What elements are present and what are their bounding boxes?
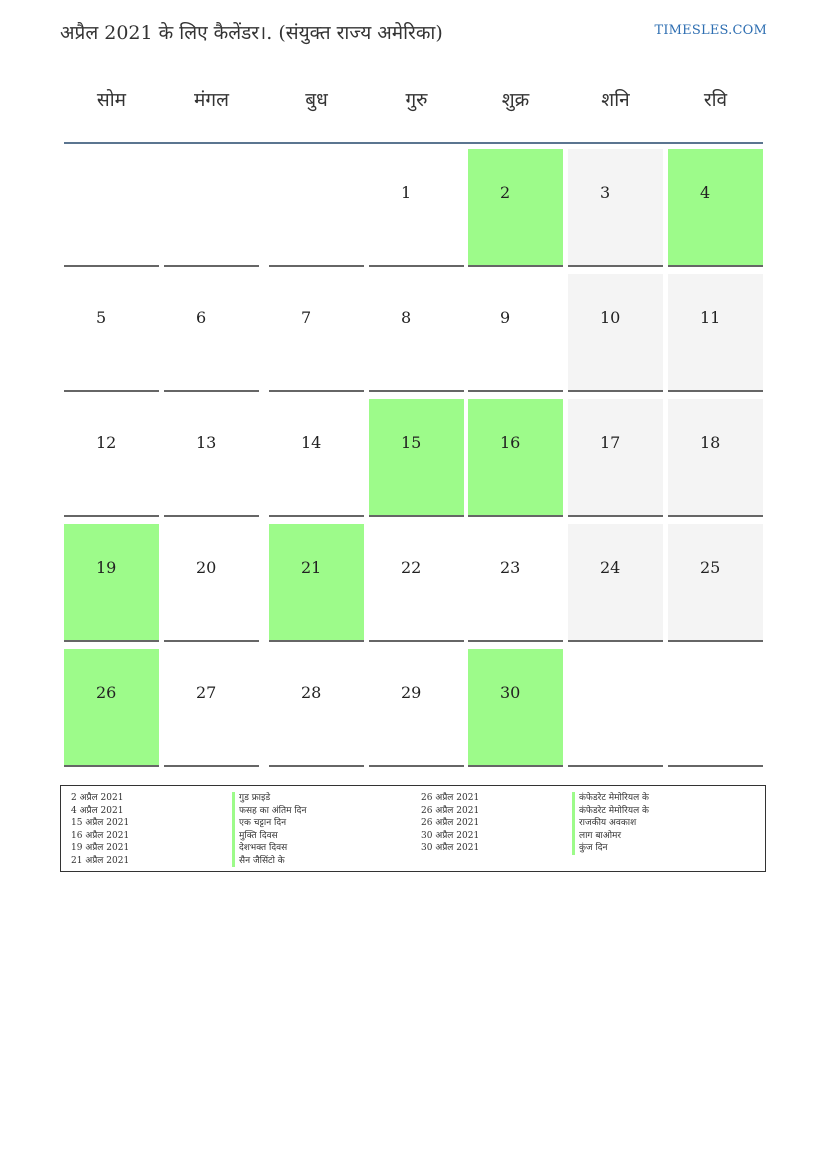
day-cell-weekend[interactable] [568,149,663,267]
legend-date: 16 अप्रैल 2021 [71,830,130,841]
day-cell-weekend[interactable] [568,399,663,517]
day-cell[interactable] [64,274,159,392]
day-number: 15 [401,433,422,452]
legend-date: 26 अप्रैल 2021 [421,805,480,816]
legend-holiday: मुक्ति दिवस [232,830,306,843]
legend-dates-left [71,792,129,867]
day-number: 19 [96,558,117,577]
legend-dates-right [421,792,479,855]
day-cell-holiday[interactable] [468,399,563,517]
weekday-mon: सोम [96,89,127,111]
calendar-grid [64,149,763,770]
legend-holiday: देशभक्त दिवस [232,842,306,855]
day-cell-weekend[interactable] [568,524,663,642]
day-number: 14 [301,433,322,452]
legend-date: 2 अप्रैल 2021 [71,793,124,803]
day-cell[interactable] [64,399,159,517]
day-number: 12 [96,433,117,452]
day-number: 25 [700,558,721,577]
day-number: 11 [700,308,721,327]
day-cell-holiday[interactable] [468,149,563,267]
weekday-wed: बुध [305,89,328,111]
day-number: 3 [600,183,611,202]
day-cell[interactable] [369,524,464,642]
day-cell[interactable] [164,274,259,392]
legend-holiday: कुंज दिन [572,842,649,855]
legend-holiday: कंफेडरेट मेमोरियल के [572,805,649,818]
legend-holiday: गुड फ्राइडे [232,792,306,805]
site-link[interactable]: TIMESLES.COM [654,23,767,38]
day-number: 22 [401,558,422,577]
day-number: 21 [301,558,322,577]
day-number: 20 [196,558,217,577]
day-number: 18 [700,433,721,452]
day-number: 5 [96,308,107,327]
day-number: 8 [401,308,412,327]
day-number: 29 [401,683,422,702]
day-cell[interactable] [164,399,259,517]
day-number: 9 [500,308,511,327]
day-cell[interactable] [369,149,464,267]
day-cell [269,149,364,267]
legend-date: 15 अप्रैल 2021 [71,818,130,828]
day-cell-weekend[interactable] [668,399,763,517]
weekday-thu: गुरु [405,89,428,111]
legend-date: 26 अप्रैल 2021 [421,793,480,803]
legend-date: 26 अप्रैल 2021 [421,818,480,828]
header-divider [64,142,763,144]
day-cell[interactable] [369,274,464,392]
weekday-header [64,86,763,120]
day-cell [668,649,763,767]
day-number: 16 [500,433,521,452]
weekday-sat: शनि [601,89,630,111]
day-number: 23 [500,558,521,577]
legend-date: 30 अप्रैल 2021 [421,843,480,853]
day-cell-weekend[interactable] [568,274,663,392]
day-cell-holiday[interactable] [64,649,159,767]
legend-holiday: कंफेडरेट मेमोरियल के [572,792,649,805]
weekday-tue: मंगल [194,89,229,111]
page-title: अप्रैल 2021 के लिए कैलेंडर।. (संयुक्त राज्य अमेरिका) [60,22,443,44]
day-cell[interactable] [468,524,563,642]
day-cell[interactable] [269,399,364,517]
day-cell[interactable] [269,274,364,392]
day-number: 2 [500,183,511,202]
day-number: 30 [500,683,521,702]
legend-holiday: लाग बाओमर [572,830,649,843]
day-cell [164,149,259,267]
day-cell[interactable] [164,524,259,642]
day-number: 28 [301,683,322,702]
legend-names-right [572,792,649,855]
legend-names-left [232,792,306,867]
weekday-fri: शुक्र [501,89,530,111]
day-cell[interactable] [369,649,464,767]
day-number: 24 [600,558,621,577]
day-cell-holiday[interactable] [64,524,159,642]
day-number: 6 [196,308,207,327]
legend-holiday: फसह का अंतिम दिन [232,805,306,818]
day-cell-weekend[interactable] [668,274,763,392]
day-cell-weekend[interactable] [668,524,763,642]
day-cell[interactable] [468,274,563,392]
day-cell-holiday[interactable] [269,524,364,642]
legend-holiday: राजकीय अवकाश [572,817,649,830]
day-number: 1 [401,183,412,202]
day-number: 10 [600,308,621,327]
legend-holiday: एक चट्टान दिन [232,817,306,830]
day-cell[interactable] [269,649,364,767]
day-cell-holiday[interactable] [668,149,763,267]
legend-date: 21 अप्रैल 2021 [71,855,130,866]
holiday-legend [60,785,766,872]
day-cell [568,649,663,767]
day-cell-holiday[interactable] [369,399,464,517]
day-number: 7 [301,308,312,327]
legend-date: 4 अप्रैल 2021 [71,805,124,816]
legend-date: 19 अप्रैल 2021 [71,843,130,853]
day-number: 13 [196,433,217,452]
legend-holiday: सैन जैसिंटो के [232,855,306,868]
day-number: 17 [600,433,621,452]
day-number: 4 [700,183,711,202]
day-number: 26 [96,683,117,702]
weekday-sun: रवि [703,89,728,111]
day-number: 27 [196,683,217,702]
day-cell [64,149,159,267]
legend-date: 30 अप्रैल 2021 [421,830,480,841]
day-cell[interactable] [164,649,259,767]
day-cell-holiday[interactable] [468,649,563,767]
